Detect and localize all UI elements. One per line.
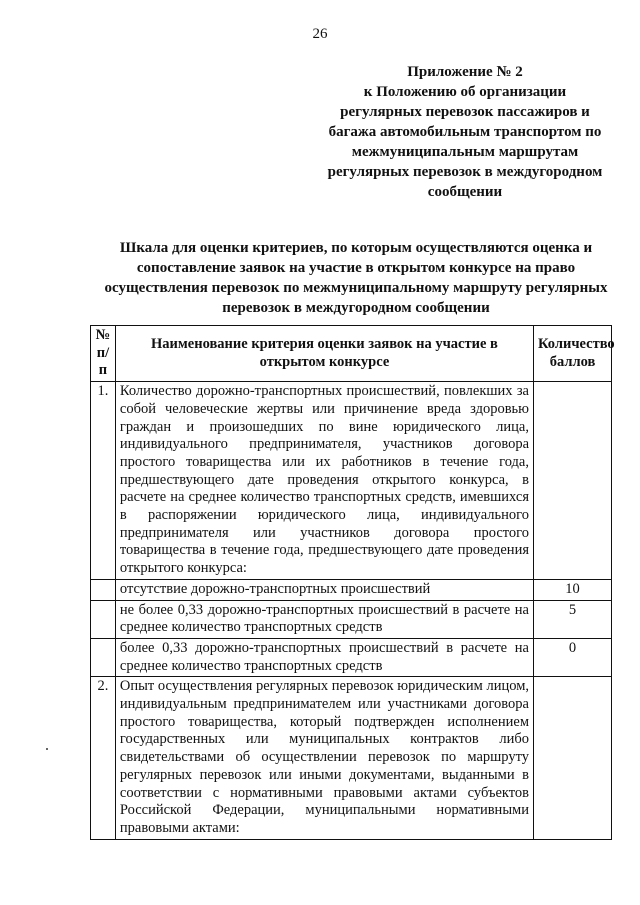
document-title — [96, 238, 616, 318]
title-line: перевозок в междугородном сообщении — [222, 300, 490, 316]
score-cell — [534, 677, 612, 839]
table-row — [91, 600, 612, 638]
criterion-text: не более 0,33 дорожно-транспортных происшествий в расчете на среднее количество транспортных средств — [115, 600, 533, 638]
row-number: 1. — [91, 382, 116, 580]
title-line: осуществления перевозок по межмуниципальному маршруту регулярных — [104, 280, 608, 296]
criterion-text: Количество дорожно-транспортных происшествий, повлекших за собой человеческие жертвы или причинение вреда здоровью граждан и произошедших по вине юридического лица, индивидуального предпринимателя, участников договора простого товарищества или их работников в течение года, предшествующего дате проведения открытого конкурса, в расчете на среднее количество транспортных средств, имевшихся в распоряжении юридического лица, индивидуального предпринимателя или участников договора простого товарищества в течение года, предшествующего дате проведения открытого конкурса: — [115, 382, 533, 580]
appendix-line: межмуниципальным маршрутам — [351, 144, 579, 160]
criterion-text: Опыт осуществления регулярных перевозок юридическим лицом, индивидуальным предпринимателем или участниками договора простого товарищества, который подтвержден исполнением государственных или муниципальных контрактов либо свидетельствами об осуществлении перевозок по маршруту регулярных перевозок или иными документами, выданными в соответствии с нормативными правовыми актами субъектов Российской Федерации, муниципальными нормативными правовыми актами: — [115, 677, 533, 839]
scan-margin-mark — [46, 748, 48, 750]
row-number: 2. — [91, 677, 116, 839]
appendix-line: регулярных перевозок пассажиров и — [340, 104, 590, 120]
table-row — [91, 382, 612, 580]
criteria-table — [90, 325, 615, 840]
title-line: Шкала для оценки критериев, по которым осуществляются оценка и — [119, 240, 593, 256]
title-line: сопоставление заявок на участие в открытом конкурсе на право — [136, 260, 576, 276]
appendix-header — [300, 62, 630, 202]
row-number — [91, 600, 116, 638]
table-row — [91, 579, 612, 600]
score-cell — [534, 382, 612, 580]
row-number — [91, 579, 116, 600]
table-header-row — [91, 326, 612, 382]
criterion-text: более 0,33 дорожно-транспортных происшествий в расчете на среднее количество транспортных средств — [115, 638, 533, 676]
appendix-line: сообщении — [427, 184, 503, 200]
score-cell: 0 — [534, 638, 612, 676]
appendix-line: Приложение № 2 — [407, 64, 523, 80]
criterion-text: отсутствие дорожно-транспортных происшествий — [115, 579, 533, 600]
appendix-line: регулярных перевозок в междугородном — [327, 164, 603, 180]
table-row — [91, 638, 612, 676]
header-criterion-name: Наименование критерия оценки заявок на участие в открытом конкурсе — [115, 326, 533, 382]
table-row — [91, 677, 612, 839]
header-number: № п/п — [91, 326, 116, 382]
header-score: Количество баллов — [534, 326, 612, 382]
row-number — [91, 638, 116, 676]
appendix-line: багажа автомобильным транспортом по — [328, 124, 602, 140]
appendix-line: к Положению об организации — [363, 84, 567, 100]
score-cell: 5 — [534, 600, 612, 638]
page-number: 26 — [312, 26, 328, 42]
score-cell: 10 — [534, 579, 612, 600]
